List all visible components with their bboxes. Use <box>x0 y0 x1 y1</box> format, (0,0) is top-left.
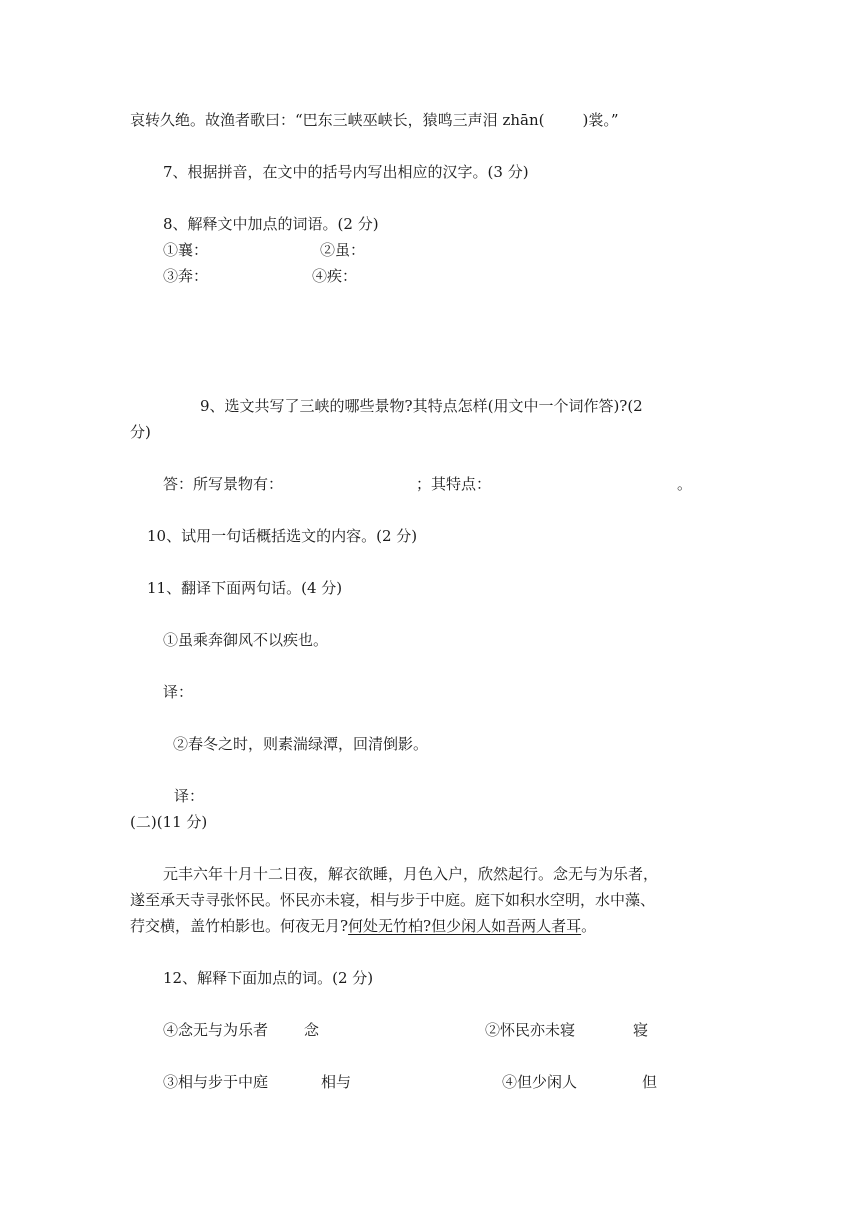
question-9-answer-mid: ；其特点： <box>416 475 492 493</box>
question-12-item-4: ④但少闲人 <box>502 1073 578 1091</box>
passage2-line-2: 遂至承天寺寻张怀民。怀民亦未寝，相与步于中庭。庭下如积水空明，水中藻、 <box>130 891 656 909</box>
question-9-line-2: 分) <box>130 423 151 441</box>
passage2-line-3-text: 荇交横，盖竹柏影也。何夜无月? <box>130 917 349 935</box>
passage1-last-line <box>130 110 619 130</box>
question-12-item-2: ②怀民亦未寝 <box>485 1021 576 1039</box>
question-12-title: 12、解释下面加点的词。(2 分) <box>163 969 374 987</box>
question-8-item-3: ③奔： <box>163 267 209 285</box>
question-9-line-1: 9、选文共写了三峡的哪些景物?其特点怎样(用文中一个词作答)?(2 <box>200 397 643 415</box>
passage2-line-1: 元丰六年十月十二日夜，解衣欲睡，月色入户，欣然起行。念无与为乐者， <box>163 865 659 883</box>
question-12-item-4-word: 但 <box>642 1073 658 1091</box>
question-7: 7、根据拼音，在文中的括号内写出相应的汉字。(3 分) <box>163 163 529 181</box>
question-8-item-1: ①襄： <box>163 241 209 259</box>
question-12-item-3: ③相与步于中庭 <box>163 1073 269 1091</box>
question-11-sentence-2: ②春冬之时，则素湍绿潭，回清倒影。 <box>173 735 429 753</box>
passage2-line-3-end: 。 <box>581 917 597 935</box>
question-11-sentence-1: ①虽乘奔御风不以疾也。 <box>163 631 329 649</box>
question-8-title: 8、解释文中加点的词语。(2 分) <box>163 215 379 233</box>
question-12-item-1-word: 念 <box>304 1021 320 1039</box>
question-10: 10、试用一句话概括选文的内容。(2 分) <box>147 527 418 545</box>
question-12-item-1: ④念无与为乐者 <box>163 1021 269 1039</box>
question-9-answer-label: 答：所写景物有： <box>163 475 284 493</box>
section-2-title: (二)(11 分) <box>130 813 208 831</box>
question-11-translate-2: 译： <box>174 787 205 805</box>
question-8-item-2: ②虽： <box>320 241 366 259</box>
passage1-text: 哀转久绝。故渔者歌曰：“巴东三峡巫峡长，猿鸣三声泪 zhān( <box>130 111 545 129</box>
passage2-line-3 <box>130 916 596 936</box>
underlined-sentence: 何处无竹柏?但少闲人如吾两人者耳 <box>348 917 582 935</box>
question-12-item-2-word: 寝 <box>633 1021 649 1039</box>
question-12-item-3-word: 相与 <box>321 1073 352 1091</box>
passage1-text-end: )裳。” <box>582 111 619 129</box>
question-8-item-4: ④疾： <box>312 267 358 285</box>
question-11-translate-1: 译： <box>163 683 194 701</box>
question-9-answer-end: 。 <box>677 475 693 493</box>
question-11-title: 11、翻译下面两句话。(4 分) <box>147 579 343 597</box>
